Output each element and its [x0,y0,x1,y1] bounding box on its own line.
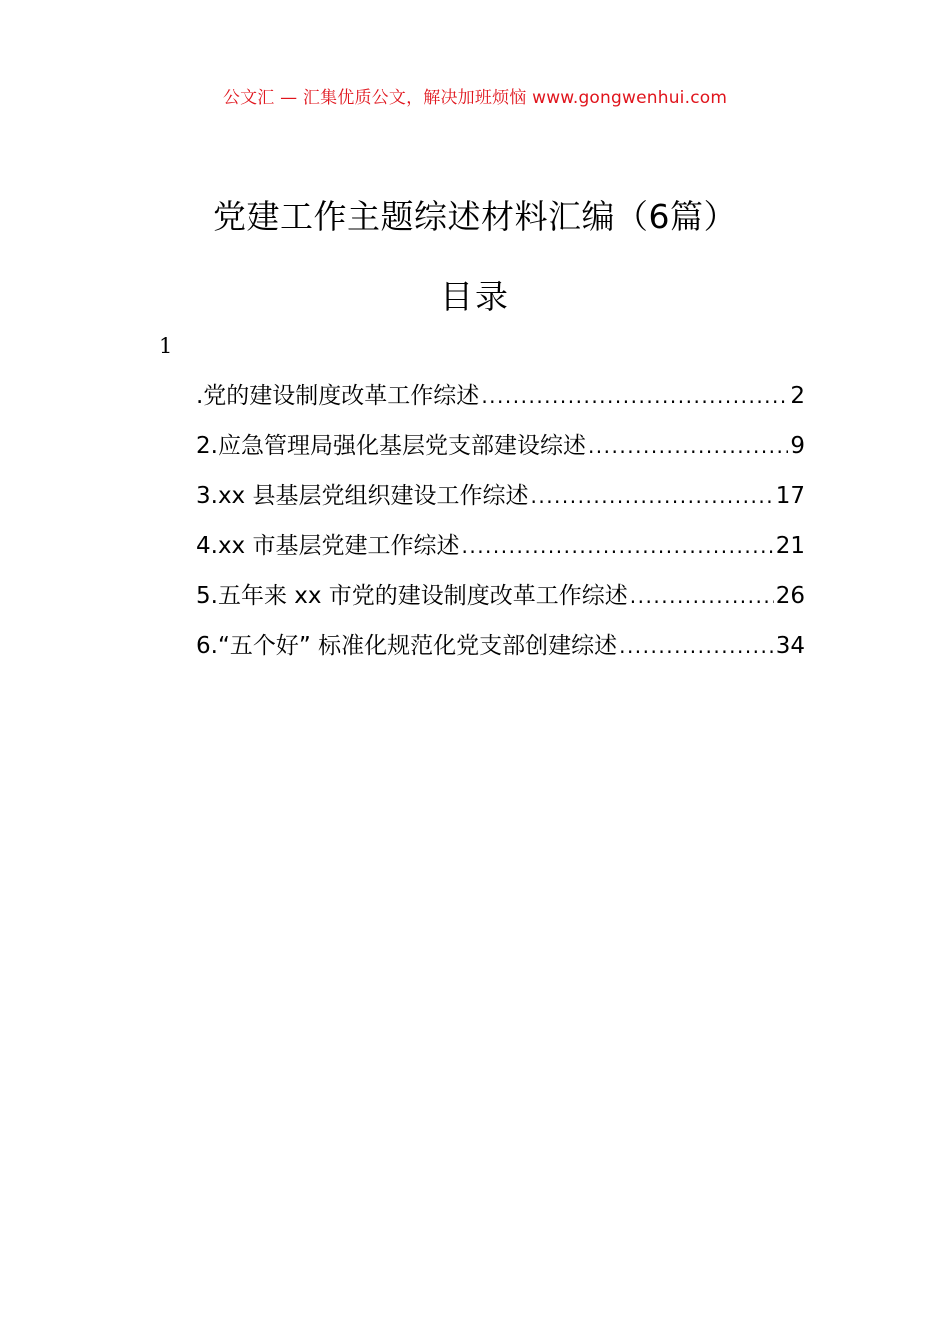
toc-entry-page: 2 [790,383,805,409]
toc-dot-leader [461,528,773,564]
toc-entry-page: 21 [775,533,805,559]
toc-entry-1[interactable] [196,378,805,428]
toc-entry-title: 5.五年来 xx 市党的建设制度改革工作综述 [196,583,628,609]
toc-heading: 目录 [440,277,510,316]
toc-entry-4[interactable] [196,528,805,578]
page-marker: 1 [159,334,173,358]
toc-entry-page: 34 [775,633,805,659]
toc-dot-leader [530,478,773,514]
site-banner: 公文汇 — 汇集优质公文，解决加班烦恼 www.gongwenhui.com [222,88,728,108]
toc-entry-page: 17 [775,483,805,509]
toc-entry-page: 26 [775,583,805,609]
toc-entry-6[interactable] [196,628,805,678]
toc-entry-2[interactable] [196,428,805,478]
toc-entry-5[interactable] [196,578,805,628]
toc-entry-title: 6.“五个好” 标准化规范化党支部创建综述 [196,633,618,659]
toc-dot-leader [619,628,774,664]
toc-dot-leader [630,578,774,614]
toc-entry-page: 9 [790,433,805,459]
toc-entry-title: .党的建设制度改革工作综述 [196,383,480,409]
table-of-contents [196,378,805,678]
toc-dot-leader [588,428,788,464]
toc-entry-title: 2.应急管理局强化基层党支部建设综述 [196,433,586,459]
toc-entry-3[interactable] [196,478,805,528]
document-title: 党建工作主题综述材料汇编（6篇） [213,197,737,237]
toc-entry-title: 3.xx 县基层党组织建设工作综述 [196,483,529,509]
toc-entry-title: 4.xx 市基层党建工作综述 [196,533,460,559]
toc-dot-leader [481,378,788,414]
